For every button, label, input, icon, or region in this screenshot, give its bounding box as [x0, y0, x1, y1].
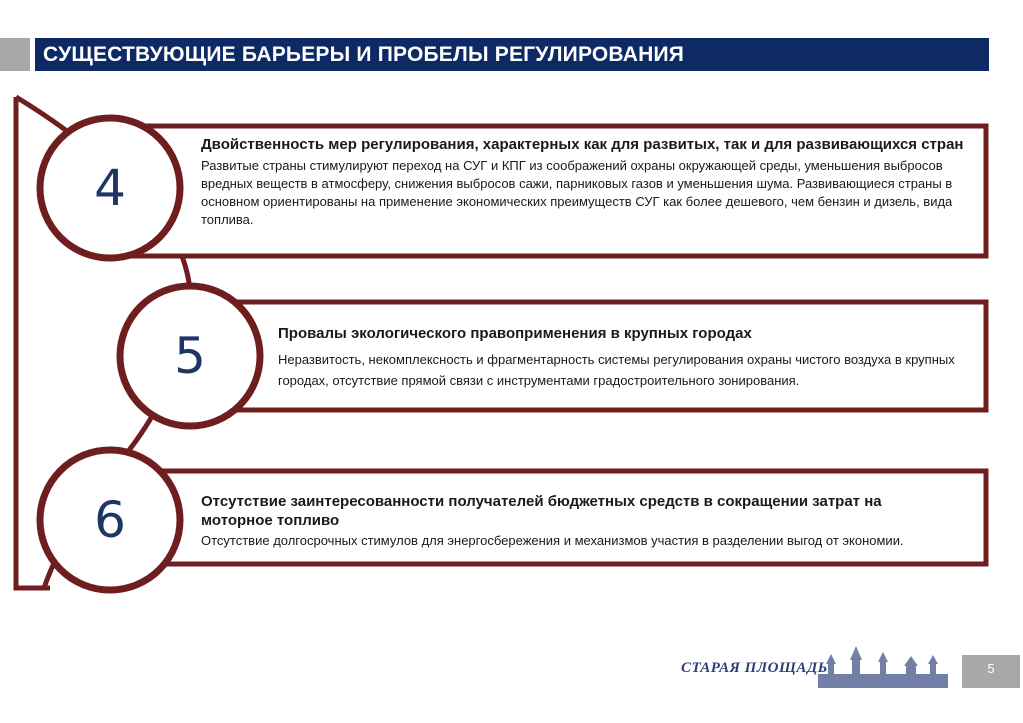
item-number-5: 5 [174, 327, 206, 385]
card-title: Двойственность мер регулирования, характерных как для развитых, так и для развивающихся стран [201, 136, 964, 153]
logo-text: СТАРАЯ ПЛОЩАДЬ [681, 660, 828, 676]
card-body: Отсутствие долгосрочных стимулов для энергосбережения и механизмов участия в разделении выгод от экономии. [201, 533, 904, 548]
card-title: Провалы экологического правоприменения в крупных городах [278, 325, 752, 342]
card-body: Неразвитость, некомплексность и фрагментарность системы регулирования охраны чистого воздуха в крупных городах, отсутствие прямой связи с инструментами градостроительного зонирования. [278, 352, 955, 388]
kremlin-silhouette-icon [818, 646, 948, 688]
card-item-5 [278, 324, 978, 391]
page-title: СУЩЕСТВУЮЩИЕ БАРЬЕРЫ И ПРОБЕЛЫ РЕГУЛИРОВАНИЯ [35, 38, 989, 71]
card-body: Развитые страны стимулируют переход на СУГ и КПГ из соображений охраны окружающей среды, уменьшения выбросов вредных веществ в атмосферу, снижения выбросов сажи, парниковых газов и уменьшения шума. Развивающиеся страны в основном ориентированы на применение экономических преимуществ СУГ как более дешевого, чем бензин и дизель, вида топлива. [201, 158, 953, 227]
card-title: Отсутствие заинтересованности получателей бюджетных средств в сокращении затрат на моторное топливо [201, 493, 882, 529]
card-item-4 [201, 135, 981, 229]
page-number: 5 [962, 655, 1020, 688]
card-item-6 [201, 492, 986, 550]
item-number-6: 6 [94, 491, 126, 549]
item-number-4: 4 [94, 159, 126, 217]
